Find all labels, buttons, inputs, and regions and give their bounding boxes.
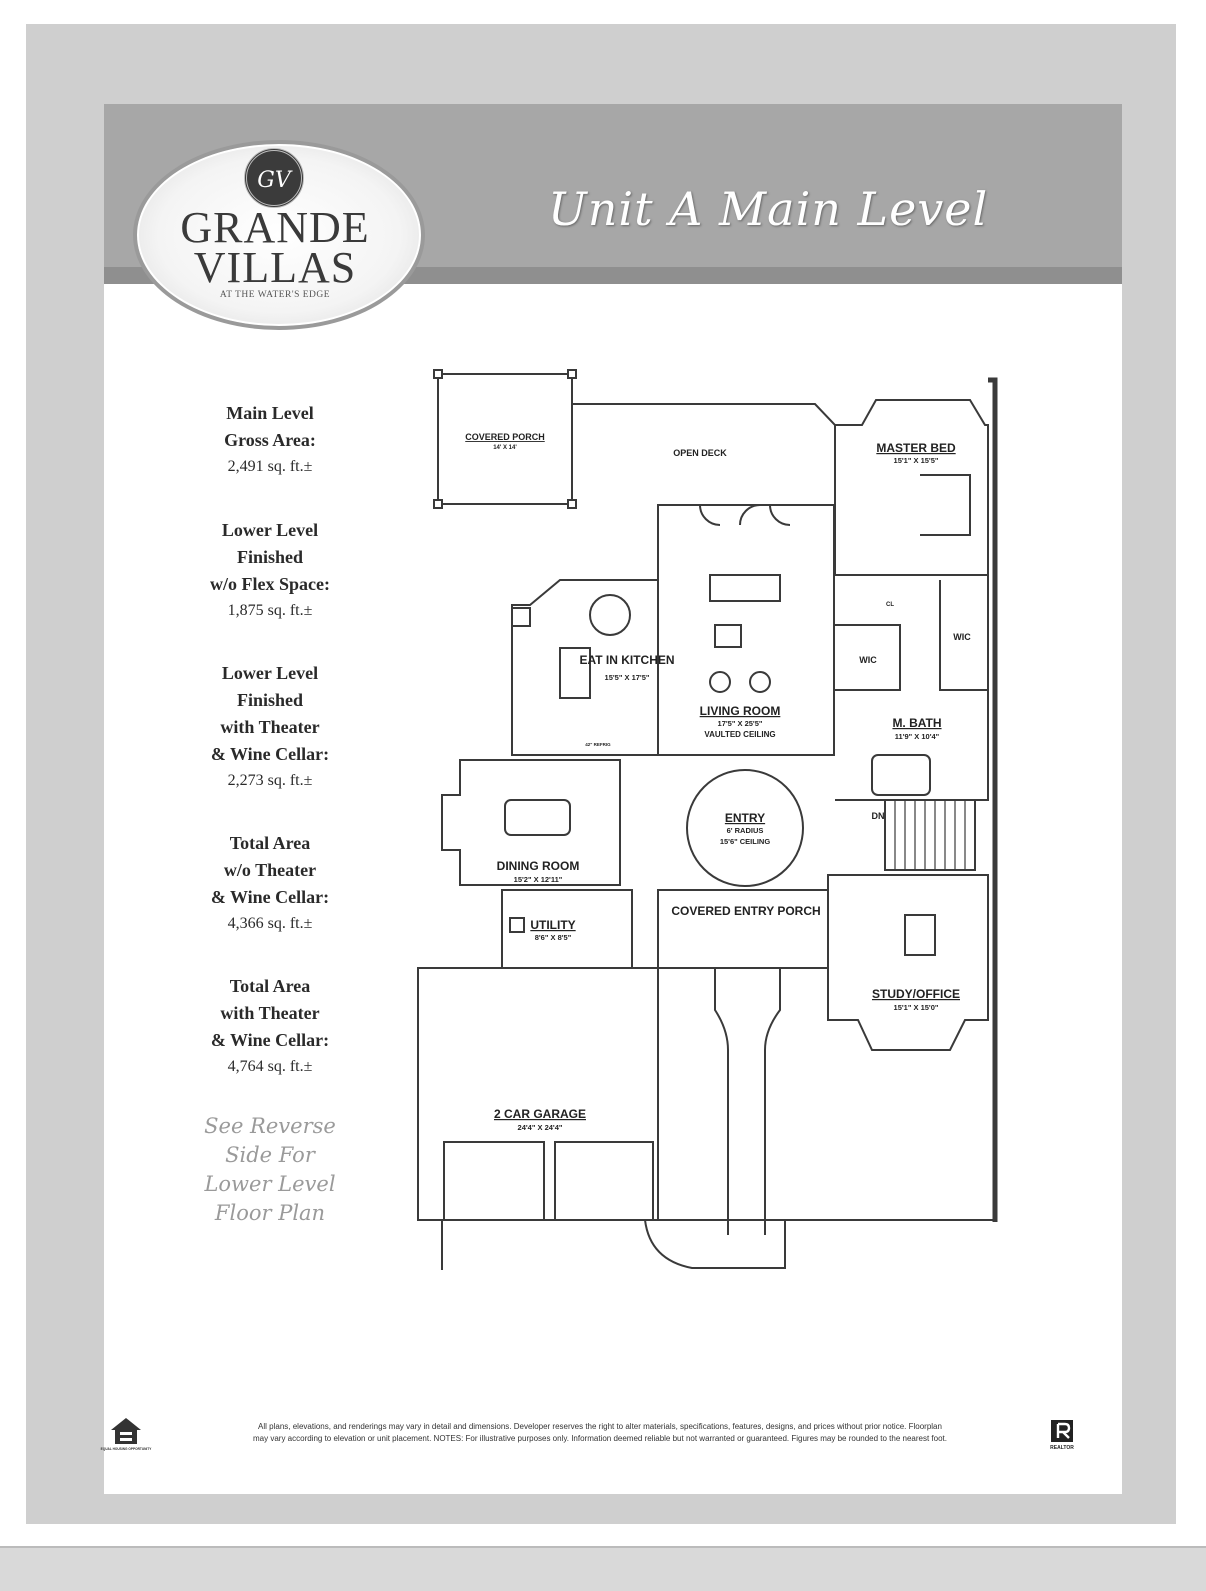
room-note-entry: 15'6" CEILING	[719, 837, 771, 846]
room-name-m-bath: M. BATH	[892, 716, 942, 730]
room-dims-living-room: 17'5" X 25'5"	[717, 719, 763, 728]
desk-icon	[905, 915, 935, 955]
room-dims-master-bed: 15'1" X 15'5"	[893, 456, 939, 465]
next-page-edge	[0, 1546, 1206, 1591]
stat-label-line: Finished	[236, 547, 304, 567]
disclaimer-line: may vary according to elevation or unit placement. NOTES: For illustrative purposes only. Information deemed reliable but not warranted or guaranteed. Figures may be rounded to the nearest foot.	[253, 1434, 947, 1443]
stat-total-with-theater	[170, 973, 370, 1080]
realtor-icon	[1047, 1418, 1077, 1452]
room-name-dining-room: DINING ROOM	[496, 859, 580, 873]
see-reverse-line: Lower Level	[204, 1172, 336, 1196]
room-dims-m-bath: 11'9" X 10'4"	[894, 732, 940, 741]
stat-label-line: & Wine Cellar:	[210, 887, 330, 907]
study-office-outline	[828, 875, 988, 1050]
room-name-open-deck: OPEN DECK	[673, 448, 727, 458]
stat-label-line: Main Level	[226, 403, 314, 423]
bathtub-icon	[872, 755, 930, 795]
equal-housing-icon	[100, 1416, 152, 1452]
wic-left-label: WIC	[859, 655, 877, 665]
stat-label-line: & Wine Cellar:	[210, 744, 330, 764]
covered-entry-porch-outline	[658, 890, 828, 968]
stat-label-line: Total Area	[229, 833, 311, 853]
room-name-garage: 2 CAR GARAGE	[493, 1107, 587, 1121]
master-bath-outline	[835, 575, 988, 800]
stat-label-line: with Theater	[220, 1003, 320, 1023]
logo-tagline: AT THE WATER'S EDGE	[219, 290, 331, 300]
logo-name-line2: VILLAS	[193, 243, 357, 292]
stat-label-line: Finished	[236, 690, 304, 710]
see-reverse-line: Side For	[225, 1143, 315, 1167]
entry-walkway	[715, 968, 780, 1235]
closet-label: CL	[886, 602, 894, 608]
stat-label-line: Total Area	[229, 976, 311, 996]
legal-disclaimer	[170, 1421, 1030, 1445]
stat-value: 4,366 sq. ft.±	[227, 915, 313, 932]
master-bed-outline	[835, 400, 988, 575]
room-dims-study-office: 15'1" X 15'0"	[893, 1003, 939, 1012]
room-name-living-room: LIVING ROOM	[699, 704, 781, 718]
room-dims-garage: 24'4" X 24'4"	[517, 1123, 563, 1132]
stat-label-line: w/o Theater	[223, 860, 317, 880]
refrigerator-label: 42" REFRIG	[585, 742, 611, 747]
stat-label-line: & Wine Cellar:	[210, 1030, 330, 1050]
dining-table-icon	[505, 800, 570, 835]
room-note-living-room: VAULTED CEILING	[704, 730, 776, 739]
room-name-covered-entry-porch: COVERED ENTRY PORCH	[671, 904, 821, 918]
stat-lower-level-theater	[170, 660, 370, 794]
unit-title: Unit A Main Level	[548, 182, 989, 236]
logo-monogram: GV	[244, 148, 304, 208]
kitchen-table-icon	[590, 595, 630, 635]
room-dims-utility: 8'6" X 8'5"	[534, 933, 572, 942]
stat-label-line: w/o Flex Space:	[210, 574, 330, 594]
equal-housing-text: EQUAL HOUSING OPPORTUNITY	[100, 1447, 152, 1451]
room-name-covered-porch: COVERED PORCH	[465, 432, 545, 442]
logo-name-line1: GRANDE	[180, 203, 370, 252]
floor-plan	[410, 370, 1010, 1280]
wic-right-label: WIC	[953, 632, 971, 642]
room-dims-entry: 6' RADIUS	[726, 826, 764, 835]
stat-main-level	[170, 400, 370, 480]
stairs-outline	[885, 800, 975, 870]
room-name-utility: UTILITY	[530, 918, 576, 932]
see-reverse-line: Floor Plan	[214, 1201, 326, 1225]
stat-label-line: Lower Level	[221, 663, 319, 683]
room-dims-eat-in-kitchen: 15'5" X 17'5"	[604, 673, 650, 682]
stat-value: 2,273 sq. ft.±	[227, 772, 313, 789]
stat-total-no-theater	[170, 830, 370, 937]
stat-label-line: Lower Level	[221, 520, 319, 540]
room-dims-dining-room: 15'2" X 12'11"	[513, 875, 563, 884]
stairs-down-label: DN	[871, 811, 885, 821]
room-dims-covered-porch: 14' X 14'	[493, 445, 517, 451]
room-name-entry: ENTRY	[724, 811, 766, 825]
living-room-doors	[700, 505, 790, 525]
see-reverse-note	[170, 1112, 370, 1228]
room-name-eat-in-kitchen: EAT IN KITCHEN	[579, 653, 675, 667]
room-name-study-office: STUDY/OFFICE	[871, 987, 961, 1001]
see-reverse-line: See Reverse	[204, 1114, 336, 1138]
stat-value: 4,764 sq. ft.±	[227, 1058, 313, 1075]
room-name-master-bed: MASTER BED	[876, 441, 956, 455]
stat-lower-level-no-flex	[170, 517, 370, 624]
stat-value: 1,875 sq. ft.±	[227, 602, 313, 619]
disclaimer-line: All plans, elevations, and renderings may vary in detail and dimensions. Developer reserves the right to alter materials, specifications, features, designs, and prices without prior notice. Floorplan	[258, 1422, 942, 1431]
garage-outline	[418, 968, 658, 1220]
stat-label-line: with Theater	[220, 717, 320, 737]
bed-icon	[920, 475, 970, 535]
exterior-wall-right	[988, 380, 995, 1222]
kitchen-outline	[512, 580, 658, 755]
stat-value: 2,491 sq. ft.±	[227, 458, 313, 475]
realtor-text: REALTOR	[1050, 1445, 1074, 1451]
stat-label-line: Gross Area:	[224, 430, 316, 450]
